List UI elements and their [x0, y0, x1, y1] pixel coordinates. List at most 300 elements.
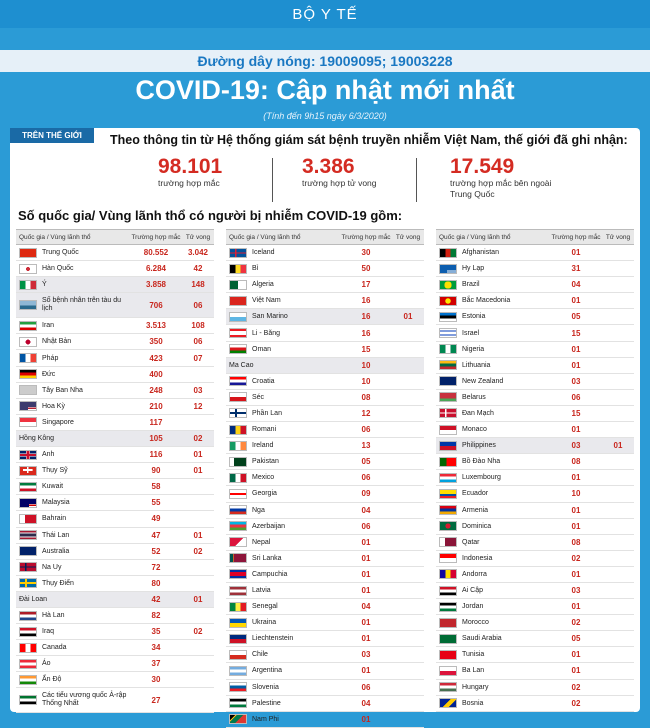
country-name: Nam Phi	[252, 715, 279, 723]
top-bar	[0, 0, 650, 28]
table-row	[436, 406, 634, 422]
country-name: Ấn Độ	[42, 676, 62, 684]
table-row	[226, 663, 424, 679]
country-table-1	[16, 229, 214, 713]
country-name: Hồng Kông	[19, 434, 55, 442]
cases-cell: 80	[151, 578, 161, 588]
cases-cell: 34	[151, 643, 161, 653]
country-cell	[226, 489, 340, 499]
table-row	[16, 318, 214, 334]
table-row	[16, 367, 214, 383]
country-name: Qatar	[462, 538, 480, 546]
cases-cell: 01	[571, 296, 581, 306]
country-name: Đức	[42, 370, 56, 378]
deaths-cell: 06	[193, 337, 203, 347]
deaths-cell: 02	[193, 546, 203, 556]
country-name: Georgia	[252, 490, 277, 498]
flag-icon	[229, 569, 247, 579]
country-name: Tây Ban Nha	[42, 386, 83, 394]
stat-divider	[416, 158, 417, 202]
table-row	[436, 567, 634, 583]
flag-icon	[19, 466, 37, 476]
cases-cell: 248	[149, 385, 163, 395]
country-name: Ecuador	[462, 490, 489, 498]
flag-icon	[229, 682, 247, 692]
table-row	[16, 528, 214, 544]
country-name: Thái Lan	[42, 531, 70, 539]
country-name: Hàn Quốc	[42, 265, 74, 273]
cases-cell: 16	[361, 296, 371, 306]
cases-cell: 01	[571, 569, 581, 579]
flag-icon	[19, 450, 37, 460]
cases-cell: 08	[361, 392, 371, 402]
flag-icon	[439, 248, 457, 258]
country-cell	[436, 586, 550, 596]
deaths-cell: 01	[193, 530, 203, 540]
cases-cell: 01	[361, 634, 371, 644]
table-row	[226, 325, 424, 341]
country-name: Số bệnh nhân trên tàu du lịch	[42, 297, 122, 313]
table-row	[226, 680, 424, 696]
table-row	[16, 334, 214, 350]
table-row	[16, 399, 214, 415]
country-name: Israel	[462, 329, 480, 337]
country-name: Ireland	[252, 442, 274, 450]
flag-icon	[229, 505, 247, 515]
country-name: Ý	[42, 281, 47, 289]
hotline-band	[0, 50, 650, 72]
country-cell	[16, 417, 130, 427]
country-name: Ai Cập	[462, 587, 484, 595]
country-cell	[226, 328, 340, 338]
header-deaths: Tử vong	[395, 233, 421, 241]
deaths-cell: 108	[191, 321, 205, 331]
country-cell	[226, 634, 340, 644]
page-title: COVID-19: Cập nhật mới nhất	[135, 75, 515, 105]
flag-icon	[229, 344, 247, 354]
country-cell	[436, 392, 550, 402]
flag-icon	[439, 392, 457, 402]
cases-cell: 706	[149, 300, 163, 310]
country-name: Việt Nam	[252, 297, 281, 305]
country-cell	[436, 248, 550, 258]
country-cell	[436, 296, 550, 306]
table-row	[436, 486, 634, 502]
table-row	[16, 656, 214, 672]
country-cell	[226, 441, 340, 451]
cases-cell: 90	[151, 466, 161, 476]
table-row	[436, 631, 634, 647]
table-row	[16, 447, 214, 463]
country-cell	[16, 264, 130, 274]
cases-cell: 01	[361, 666, 371, 676]
country-name: Singapore	[42, 418, 74, 426]
country-name: Iraq	[42, 628, 55, 636]
table-row	[436, 309, 634, 325]
flag-icon	[439, 408, 457, 418]
country-cell	[226, 698, 340, 708]
country-name: Bắc Macedonia	[462, 297, 511, 305]
flag-icon	[229, 553, 247, 563]
world-tag: TRÊN THẾ GIỚI	[10, 128, 94, 143]
country-cell	[16, 643, 130, 653]
flag-icon	[229, 586, 247, 596]
country-name: Liechtenstein	[252, 635, 294, 643]
table-row	[16, 415, 214, 431]
flag-icon	[439, 553, 457, 563]
country-cell	[226, 425, 340, 435]
table-row	[16, 383, 214, 399]
flag-icon	[19, 643, 37, 653]
table-row	[16, 544, 214, 560]
table-row	[16, 479, 214, 495]
table-row	[226, 342, 424, 358]
table-row	[226, 245, 424, 261]
cases-cell: 02	[571, 553, 581, 563]
cases-cell: 06	[571, 392, 581, 402]
table-row	[436, 583, 634, 599]
cases-cell: 04	[571, 280, 581, 290]
cases-cell: 27	[151, 695, 161, 705]
country-name: Ma Cao	[229, 361, 254, 369]
table-row	[16, 672, 214, 688]
country-cell	[16, 659, 130, 669]
flag-icon	[19, 530, 37, 540]
table-row	[436, 245, 634, 261]
country-cell	[16, 369, 130, 379]
deaths-cell: 01	[193, 466, 203, 476]
cases-cell: 16	[361, 312, 371, 322]
country-cell	[436, 344, 550, 354]
table-row	[226, 358, 424, 374]
cases-cell: 82	[151, 611, 161, 621]
country-cell	[16, 435, 130, 442]
country-name: Slovenia	[252, 683, 279, 691]
country-name: Mexico	[252, 474, 275, 482]
table-row	[16, 560, 214, 576]
flag-icon	[439, 264, 457, 274]
table-row	[436, 261, 634, 277]
stat-divider	[272, 158, 273, 202]
country-name: Philippines	[462, 442, 496, 450]
deaths-cell: 06	[193, 300, 203, 310]
flag-icon	[19, 514, 37, 524]
deaths-cell: 3.042	[187, 248, 209, 258]
table-row	[226, 696, 424, 712]
flag-icon	[229, 714, 247, 724]
header-deaths: Tử vong	[185, 233, 211, 241]
cases-cell: 50	[361, 264, 371, 274]
cases-cell: 03	[571, 586, 581, 596]
cases-cell: 01	[571, 425, 581, 435]
country-name: Chile	[252, 651, 268, 659]
flag-icon	[19, 248, 37, 258]
country-name: Đài Loan	[19, 595, 48, 603]
flag-icon	[439, 650, 457, 660]
cases-cell: 55	[151, 498, 161, 508]
cases-cell: 03	[571, 376, 581, 386]
country-cell	[16, 578, 130, 588]
cases-cell: 01	[361, 586, 371, 596]
country-cell	[436, 505, 550, 515]
cases-cell: 01	[571, 505, 581, 515]
cases-cell: 210	[149, 401, 163, 411]
country-name: Andorra	[462, 570, 487, 578]
header-deaths: Tử vong	[605, 233, 631, 241]
cases-cell: 15	[571, 328, 581, 338]
cases-cell: 52	[151, 546, 161, 556]
country-name: Bahrain	[42, 515, 67, 523]
country-name: Monaco	[462, 426, 487, 434]
country-cell	[436, 553, 550, 563]
country-name: Nga	[252, 506, 265, 514]
country-cell	[436, 425, 550, 435]
country-name: Australia	[42, 547, 70, 555]
table-row	[226, 454, 424, 470]
flag-icon	[19, 546, 37, 556]
country-cell	[226, 586, 340, 596]
table-row	[436, 374, 634, 390]
table-row	[226, 438, 424, 454]
header-cases: Trường hợp mắc	[551, 233, 601, 241]
country-cell	[436, 569, 550, 579]
cases-cell: 04	[361, 602, 371, 612]
country-cell	[226, 537, 340, 547]
table-row	[16, 495, 214, 511]
table-row	[16, 245, 214, 261]
stat-outside-china	[450, 156, 568, 200]
country-cell	[436, 634, 550, 644]
cases-cell: 15	[571, 408, 581, 418]
table-row	[436, 470, 634, 486]
country-cell	[436, 602, 550, 612]
cases-cell: 01	[571, 473, 581, 483]
country-cell	[16, 466, 130, 476]
deaths-cell: 01	[403, 312, 413, 322]
table-row	[226, 583, 424, 599]
country-name: Thụy Sỹ	[42, 467, 68, 475]
table-row	[436, 680, 634, 696]
table-row	[226, 406, 424, 422]
flag-icon	[439, 586, 457, 596]
country-cell	[436, 457, 550, 467]
flag-icon	[19, 498, 37, 508]
deaths-cell: 01	[193, 450, 203, 460]
cases-cell: 16	[361, 328, 371, 338]
country-cell	[16, 482, 130, 492]
flag-icon	[229, 666, 247, 676]
country-cell	[226, 553, 340, 563]
flag-icon	[439, 312, 457, 322]
country-cell	[436, 537, 550, 547]
flag-icon	[19, 321, 37, 331]
table-row	[226, 519, 424, 535]
country-name: Hungary	[462, 683, 489, 691]
stat-label: trường hợp mắc bên ngoài Trung Quốc	[450, 178, 552, 199]
table-row	[436, 599, 634, 615]
cases-cell: 10	[361, 360, 371, 370]
cases-cell: 01	[571, 666, 581, 676]
flag-icon	[439, 280, 457, 290]
flag-icon	[439, 425, 457, 435]
table-row	[226, 261, 424, 277]
country-cell	[16, 401, 130, 411]
country-name: Séc	[252, 393, 265, 401]
country-name: Thụy Điển	[42, 579, 74, 587]
country-name: Indonesia	[462, 554, 493, 562]
table-row	[436, 358, 634, 374]
flag-icon	[19, 401, 37, 411]
table-row	[436, 647, 634, 663]
country-name: Romani	[252, 426, 277, 434]
flag-icon	[439, 634, 457, 644]
country-name: Estonia	[462, 313, 486, 321]
org-name: BỘ Y TẾ	[292, 5, 358, 23]
country-name: Các tiểu vương quốc Ả-rập Thống Nhất	[42, 692, 127, 708]
country-name: Afghanistan	[462, 249, 499, 257]
cases-cell: 10	[361, 376, 371, 386]
flag-icon	[439, 505, 457, 515]
flag-icon	[229, 280, 247, 290]
country-cell	[436, 376, 550, 386]
cases-cell: 05	[361, 457, 371, 467]
cases-cell: 17	[361, 280, 371, 290]
cases-cell: 01	[361, 714, 371, 724]
flag-icon	[229, 408, 247, 418]
country-cell	[226, 248, 340, 258]
cases-cell: 116	[149, 450, 163, 460]
table-header	[16, 229, 214, 245]
table-row	[226, 615, 424, 631]
country-name: Trung Quốc	[42, 249, 79, 257]
cases-cell: 42	[151, 594, 161, 604]
cases-cell: 05	[571, 634, 581, 644]
table-row	[226, 712, 424, 728]
country-cell	[16, 611, 130, 621]
table-row	[226, 567, 424, 583]
country-name: Pháp	[42, 354, 59, 362]
country-cell	[226, 362, 340, 369]
flag-icon	[439, 360, 457, 370]
stat-label: trường hợp mắc	[158, 178, 220, 188]
country-cell	[16, 280, 130, 290]
table-header	[226, 229, 424, 245]
flag-icon	[439, 682, 457, 692]
country-name: Malaysia	[42, 499, 70, 507]
country-name: Ba Lan	[462, 667, 485, 675]
cases-cell: 37	[151, 659, 161, 669]
table-row	[436, 293, 634, 309]
flag-icon	[229, 441, 247, 451]
deaths-cell: 42	[193, 264, 203, 274]
country-name: Jordan	[462, 603, 484, 611]
cases-cell: 08	[571, 537, 581, 547]
country-table-2	[226, 229, 424, 728]
country-cell	[16, 297, 130, 313]
cases-cell: 01	[361, 569, 371, 579]
cases-cell: 06	[361, 682, 371, 692]
flag-icon	[19, 578, 37, 588]
country-cell	[436, 650, 550, 660]
stat-total-deaths	[302, 156, 377, 189]
country-cell	[226, 264, 340, 274]
deaths-cell: 07	[193, 353, 203, 363]
country-cell	[436, 408, 550, 418]
country-name: Tunisia	[462, 651, 485, 659]
flag-icon	[19, 280, 37, 290]
country-name: Nigeria	[462, 345, 485, 353]
deaths-cell: 02	[193, 627, 203, 637]
stat-label: trường hợp tử vong	[302, 178, 377, 188]
flag-icon	[19, 627, 37, 637]
flag-icon	[439, 489, 457, 499]
flag-icon	[439, 698, 457, 708]
country-cell	[226, 392, 340, 402]
cases-cell: 06	[361, 521, 371, 531]
country-cell	[226, 666, 340, 676]
country-cell	[16, 546, 130, 556]
country-cell	[436, 698, 550, 708]
country-cell	[436, 682, 550, 692]
flag-icon	[19, 675, 37, 685]
country-cell	[16, 337, 130, 347]
cases-cell: 03	[571, 441, 581, 451]
table-row	[436, 422, 634, 438]
country-cell	[436, 618, 550, 628]
cases-cell: 31	[571, 264, 581, 274]
flag-icon	[19, 369, 37, 379]
country-name: Nepal	[252, 538, 271, 546]
cases-cell: 02	[571, 698, 581, 708]
cases-cell: 04	[361, 505, 371, 515]
table-row	[436, 277, 634, 293]
country-name: Kuwait	[42, 483, 64, 491]
table-row	[226, 599, 424, 615]
country-name: Áo	[42, 660, 51, 668]
country-name: Senegal	[252, 603, 278, 611]
country-cell	[16, 385, 130, 395]
country-name: Armenia	[462, 506, 489, 514]
country-name: Luxembourg	[462, 474, 501, 482]
table-row	[16, 350, 214, 366]
table-row	[16, 576, 214, 592]
country-cell	[226, 521, 340, 531]
flag-icon	[229, 425, 247, 435]
country-cell	[16, 514, 130, 524]
table-row	[436, 663, 634, 679]
country-name: Latvia	[252, 587, 271, 595]
cases-cell: 58	[151, 482, 161, 492]
cases-cell: 3.513	[145, 321, 167, 331]
header-cases: Trường hợp mắc	[131, 233, 181, 241]
country-name: Pakistan	[252, 458, 279, 466]
flag-icon	[19, 659, 37, 669]
flag-icon	[19, 695, 37, 705]
table-row	[226, 486, 424, 502]
country-name: Na Uy	[42, 563, 62, 571]
country-cell	[436, 360, 550, 370]
cases-cell: 47	[151, 530, 161, 540]
table-row	[16, 511, 214, 527]
table-row	[226, 470, 424, 486]
country-cell	[436, 666, 550, 676]
cases-cell: 6.284	[145, 264, 167, 274]
table-row	[16, 293, 214, 318]
cases-cell: 06	[361, 425, 371, 435]
stat-value: 3.386	[302, 155, 355, 178]
country-cell	[16, 530, 130, 540]
flag-icon	[439, 344, 457, 354]
